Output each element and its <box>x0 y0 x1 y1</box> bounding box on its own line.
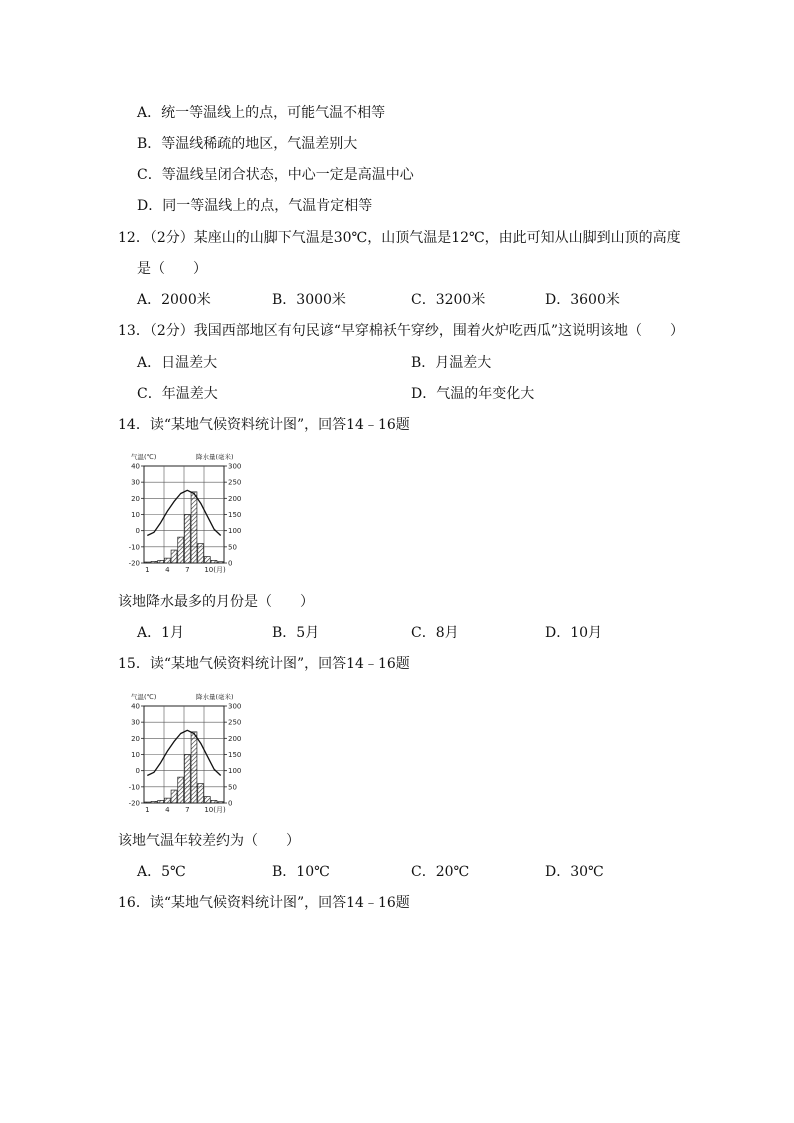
precipitation-bar <box>164 798 170 803</box>
precipitation-tick-label: 50 <box>228 543 237 552</box>
temperature-tick-label: 30 <box>131 478 140 487</box>
precipitation-tick-label: 250 <box>228 718 242 727</box>
precipitation-bar <box>218 562 224 563</box>
precipitation-tick-label: 300 <box>228 462 242 471</box>
precipitation-bar <box>191 492 197 563</box>
q15-option-c: C．20℃ <box>411 864 470 880</box>
precipitation-bar <box>158 560 164 563</box>
month-tick-label: 1 <box>145 806 150 814</box>
temperature-tick-label: -20 <box>128 559 140 568</box>
q15-option-b: B．10℃ <box>272 864 330 880</box>
precipitation-axis-title: 降水量(毫米) <box>196 693 234 701</box>
q13-option-d: D．气温的年变化大 <box>411 386 535 402</box>
q13-option-c: C．年温差大 <box>137 386 218 402</box>
temperature-tick-label: 40 <box>131 702 140 711</box>
q14-option-b: B．5月 <box>272 625 320 641</box>
precipitation-tick-label: 0 <box>228 799 233 808</box>
month-tick-label: 4 <box>165 806 170 814</box>
precipitation-bar <box>204 797 210 803</box>
precipitation-tick-label: 200 <box>228 734 242 743</box>
temperature-tick-label: -20 <box>128 799 140 808</box>
precipitation-bar <box>178 777 184 803</box>
precipitation-tick-label: 150 <box>228 511 242 519</box>
precipitation-bar <box>158 800 164 803</box>
q15-stem: 15．读“某地气候资料统计图”，回答14﹣16题 <box>118 656 410 672</box>
temperature-tick-label: 20 <box>131 494 140 503</box>
q13-stem: 13．（2分）我国西部地区有句民谚“早穿棉袄午穿纱，围着火炉吃西瓜”这说明该地（ ） <box>118 323 685 339</box>
temperature-tick-label: -10 <box>128 783 140 792</box>
month-tick-label: 10(月) <box>204 566 226 574</box>
precipitation-bar <box>198 784 204 803</box>
precipitation-tick-label: 50 <box>228 783 237 792</box>
q11-option-a: A．统一等温线上的点，可能气温不相等 <box>137 105 386 121</box>
temperature-tick-label: 0 <box>135 527 140 536</box>
temperature-axis-title: 气温(℃) <box>131 693 157 701</box>
q13-option-a: A．日温差大 <box>137 355 218 371</box>
precipitation-bar <box>171 790 177 803</box>
temperature-tick-label: 10 <box>131 751 140 759</box>
temperature-tick-label: 30 <box>131 718 140 727</box>
precipitation-bar <box>198 544 204 563</box>
q12-option-a: A．2000米 <box>137 292 211 308</box>
climate-chart-q15 <box>118 686 248 816</box>
q14-option-d: D．10月 <box>545 625 603 641</box>
q12-option-b: B．3000米 <box>272 292 346 308</box>
q12-stem-line1: 12．（2分）某座山的山脚下气温是30℃，山顶气温是12℃，由此可知从山脚到山顶的高度 <box>118 230 681 246</box>
q13-option-b: B．月温差大 <box>411 355 492 371</box>
precipitation-bar <box>151 561 157 563</box>
precipitation-bar <box>184 515 190 564</box>
precipitation-axis-title: 降水量(毫米) <box>196 453 234 461</box>
precipitation-bar <box>178 537 184 563</box>
month-tick-label: 7 <box>185 566 190 574</box>
temperature-tick-label: 40 <box>131 462 140 471</box>
precipitation-bar <box>184 755 190 804</box>
temperature-tick-label: 10 <box>131 511 140 519</box>
precipitation-bar <box>151 801 157 803</box>
temperature-tick-label: -10 <box>128 543 140 552</box>
precipitation-bar <box>144 562 150 563</box>
precipitation-tick-label: 250 <box>228 478 242 487</box>
precipitation-tick-label: 100 <box>228 527 242 536</box>
precipitation-bar <box>211 800 217 803</box>
q14-stem: 14．读“某地气候资料统计图”，回答14﹣16题 <box>118 417 410 433</box>
precipitation-tick-label: 100 <box>228 767 242 776</box>
month-tick-label: 1 <box>145 566 150 574</box>
precipitation-bar <box>144 802 150 803</box>
precipitation-bar <box>218 802 224 803</box>
precipitation-bar <box>191 732 197 803</box>
precipitation-bar <box>211 560 217 563</box>
q15-option-a: A．5℃ <box>137 864 186 880</box>
climate-chart-q14 <box>118 446 248 576</box>
temperature-axis-title: 气温(℃) <box>131 453 157 461</box>
precipitation-bar <box>164 558 170 563</box>
q11-option-b: B．等温线稀疏的地区，气温差别大 <box>137 136 358 152</box>
q16-stem: 16．读“某地气候资料统计图”，回答14﹣16题 <box>118 895 410 911</box>
q11-option-c: C．等温线呈闭合状态，中心一定是高温中心 <box>137 167 414 183</box>
precipitation-tick-label: 150 <box>228 751 242 759</box>
q12-option-d: D．3600米 <box>545 292 620 308</box>
q12-option-c: C．3200米 <box>411 292 486 308</box>
q15-question: 该地气温年较差约为（ ） <box>118 833 300 849</box>
month-tick-label: 7 <box>185 806 190 814</box>
month-tick-label: 4 <box>165 566 170 574</box>
q14-option-c: C．8月 <box>411 625 459 641</box>
q14-question: 该地降水最多的月份是（ ） <box>118 594 314 610</box>
q14-option-a: A．1月 <box>137 625 185 641</box>
precipitation-bar <box>171 550 177 563</box>
precipitation-tick-label: 0 <box>228 559 233 568</box>
q11-option-d: D．同一等温线上的点，气温肯定相等 <box>137 198 373 214</box>
temperature-tick-label: 20 <box>131 734 140 743</box>
precipitation-tick-label: 300 <box>228 702 242 711</box>
temperature-tick-label: 0 <box>135 767 140 776</box>
precipitation-tick-label: 200 <box>228 494 242 503</box>
precipitation-bar <box>204 557 210 563</box>
q12-stem-line2: 是（ ） <box>137 261 207 277</box>
q15-option-d: D．30℃ <box>545 864 604 880</box>
month-tick-label: 10(月) <box>204 806 226 814</box>
